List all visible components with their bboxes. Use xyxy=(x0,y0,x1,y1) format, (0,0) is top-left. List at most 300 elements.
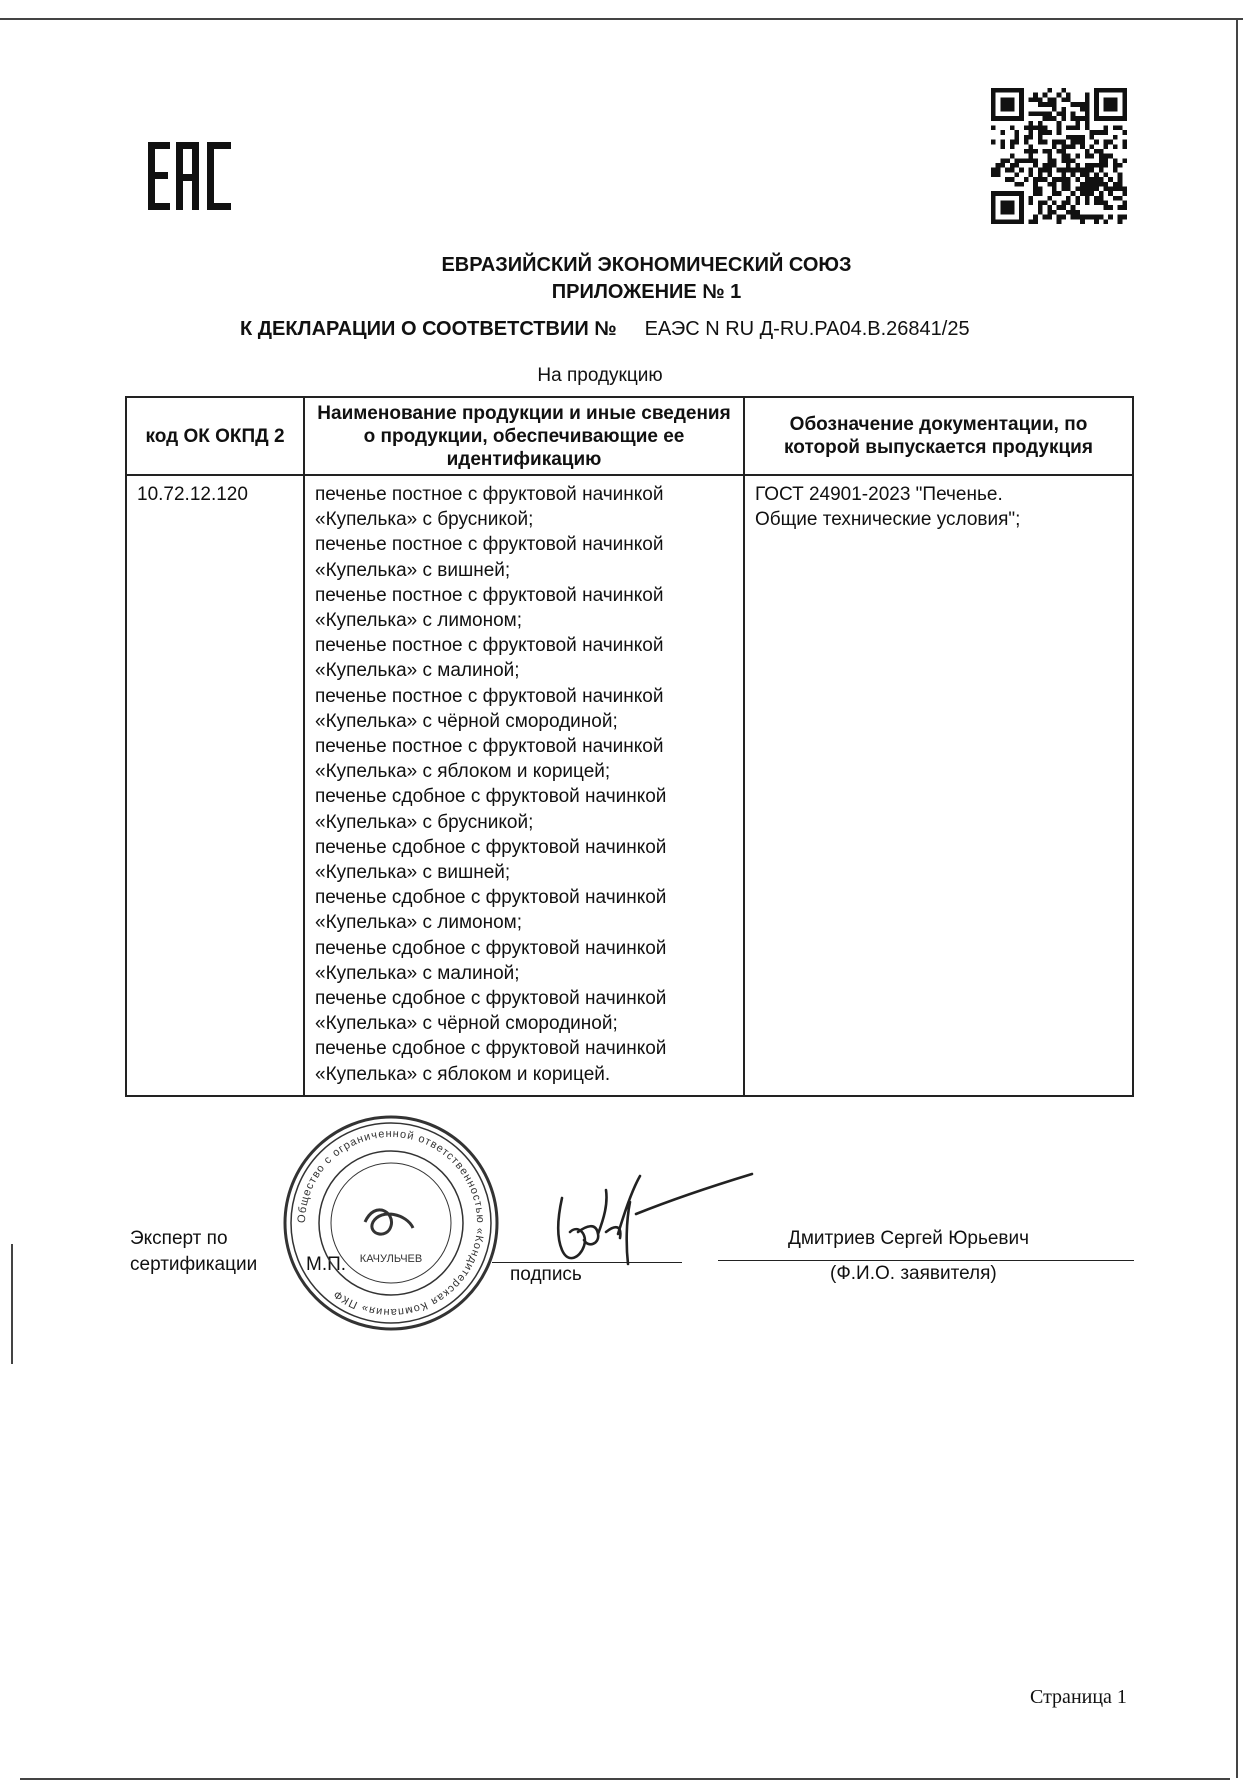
qr-module xyxy=(1071,205,1076,210)
qr-module xyxy=(1118,205,1123,210)
qr-module xyxy=(1024,135,1029,140)
qr-module xyxy=(1122,116,1127,121)
expert-label-line2: сертификации xyxy=(130,1254,258,1275)
qr-module xyxy=(1038,186,1043,191)
qr-module xyxy=(1122,102,1127,107)
qr-module xyxy=(1029,149,1034,154)
qr-module xyxy=(1038,205,1043,210)
qr-module xyxy=(1075,154,1080,159)
qr-module xyxy=(1104,186,1109,191)
qr-module xyxy=(1094,102,1099,107)
qr-module xyxy=(1061,201,1066,206)
qr-module xyxy=(1019,182,1024,187)
qr-module xyxy=(1061,158,1066,163)
qr-module xyxy=(1071,172,1076,177)
qr-module xyxy=(1118,88,1123,93)
qr-module xyxy=(1033,186,1038,191)
table-row xyxy=(126,475,1133,1096)
qr-module xyxy=(1043,93,1048,98)
qr-module xyxy=(1118,186,1123,191)
qr-module xyxy=(1057,93,1062,98)
company-seal xyxy=(280,1112,502,1334)
qr-module xyxy=(1043,116,1048,121)
qr-module xyxy=(1061,149,1066,154)
qr-module xyxy=(1108,177,1113,182)
qr-module xyxy=(1005,219,1010,224)
qr-module xyxy=(1019,88,1024,93)
qr-module xyxy=(1066,210,1071,215)
qr-module xyxy=(1052,182,1057,187)
qr-module xyxy=(1085,102,1090,107)
qr-module xyxy=(1061,88,1066,93)
qr-module xyxy=(1005,158,1010,163)
product-line: печенье постное с фруктовой начинкой xyxy=(315,635,664,657)
qr-module xyxy=(1085,196,1090,201)
qr-module xyxy=(1052,191,1057,196)
qr-module xyxy=(1099,163,1104,168)
qr-module xyxy=(1104,107,1109,112)
product-line: «Купелька» с малиной; xyxy=(315,660,520,682)
qr-module xyxy=(1005,168,1010,173)
qr-module xyxy=(1005,88,1010,93)
qr-module xyxy=(1014,172,1019,177)
qr-module xyxy=(1005,97,1010,102)
mp-label: М.П. xyxy=(306,1254,347,1275)
qr-module xyxy=(1000,210,1005,215)
qr-module xyxy=(1075,135,1080,140)
declaration-line xyxy=(240,318,970,341)
cell-products xyxy=(304,475,744,1096)
qr-module xyxy=(1052,107,1057,112)
qr-module xyxy=(1080,172,1085,177)
qr-module xyxy=(1080,215,1085,220)
qr-module xyxy=(1019,191,1024,196)
qr-module xyxy=(1122,111,1127,116)
qr-module xyxy=(1071,116,1076,121)
qr-module xyxy=(1038,168,1043,173)
qr-module xyxy=(1043,168,1048,173)
qr-module xyxy=(1047,116,1052,121)
qr-module xyxy=(1047,215,1052,220)
qr-module xyxy=(1071,191,1076,196)
qr-module xyxy=(1061,111,1066,116)
qr-module xyxy=(1075,163,1080,168)
qr-module xyxy=(1085,97,1090,102)
qr-module xyxy=(1019,111,1024,116)
qr-module xyxy=(1029,121,1034,126)
qr-module xyxy=(1108,140,1113,145)
qr-module xyxy=(1005,191,1010,196)
qr-module xyxy=(1019,102,1024,107)
qr-module xyxy=(1047,154,1052,159)
qr-module xyxy=(1047,196,1052,201)
qr-module xyxy=(1094,97,1099,102)
qr-module xyxy=(991,107,996,112)
qr-module xyxy=(1052,140,1057,145)
qr-module xyxy=(1061,182,1066,187)
qr-module xyxy=(1038,140,1043,145)
qr-module xyxy=(1113,168,1118,173)
qr-module xyxy=(1085,126,1090,131)
qr-module xyxy=(1057,191,1062,196)
qr-module xyxy=(1089,182,1094,187)
qr-module xyxy=(1094,111,1099,116)
qr-module xyxy=(1108,191,1113,196)
qr-module xyxy=(1071,135,1076,140)
qr-module xyxy=(1066,97,1071,102)
signature-label: подпись xyxy=(510,1264,582,1285)
qr-module xyxy=(1118,219,1123,224)
qr-module xyxy=(1019,210,1024,215)
qr-module xyxy=(1019,158,1024,163)
applicant-name: Дмитриев Сергей Юрьевич xyxy=(788,1228,1030,1249)
documentation-line: ГОСТ 24901-2023 "Печенье. xyxy=(755,484,1003,505)
qr-module xyxy=(1085,116,1090,121)
qr-module xyxy=(996,172,1001,177)
qr-module xyxy=(1080,116,1085,121)
qr-module xyxy=(1005,107,1010,112)
qr-module xyxy=(1019,201,1024,206)
qr-module xyxy=(1024,140,1029,145)
qr-module xyxy=(1024,149,1029,154)
qr-module xyxy=(1113,196,1118,201)
product-line: печенье постное с фруктовой начинкой xyxy=(315,584,664,606)
qr-module xyxy=(1047,172,1052,177)
qr-module xyxy=(1038,191,1043,196)
qr-module xyxy=(1047,163,1052,168)
qr-module xyxy=(1038,172,1043,177)
qr-module xyxy=(1085,163,1090,168)
qr-module xyxy=(1047,88,1052,93)
qr-module xyxy=(1075,121,1080,126)
product-line: «Купелька» с брусникой; xyxy=(315,509,534,531)
qr-module xyxy=(1094,163,1099,168)
qr-module xyxy=(1075,126,1080,131)
qr-module xyxy=(1066,186,1071,191)
qr-module xyxy=(1122,130,1127,135)
qr-module xyxy=(1033,177,1038,182)
product-line: «Купелька» с лимоном; xyxy=(315,912,522,934)
qr-module xyxy=(1061,168,1066,173)
qr-module xyxy=(1043,163,1048,168)
qr-module xyxy=(1122,144,1127,149)
qr-module xyxy=(1080,135,1085,140)
qr-module xyxy=(1010,116,1015,121)
qr-module xyxy=(1066,177,1071,182)
qr-module xyxy=(1047,97,1052,102)
qr-module xyxy=(1038,201,1043,206)
qr-module xyxy=(1094,182,1099,187)
qr-module xyxy=(1075,102,1080,107)
qr-module xyxy=(991,93,996,98)
qr-module xyxy=(1099,191,1104,196)
qr-module xyxy=(1033,163,1038,168)
qr-module xyxy=(1010,97,1015,102)
header-code: код ОК ОКПД 2 xyxy=(126,397,304,475)
qr-module xyxy=(1104,172,1109,177)
qr-module xyxy=(1066,201,1071,206)
product-line: «Купелька» с лимоном; xyxy=(315,610,522,632)
qr-module xyxy=(1014,140,1019,145)
cell-code: 10.72.12.120 xyxy=(126,475,304,1096)
qr-module xyxy=(1113,158,1118,163)
qr-module xyxy=(1113,163,1118,168)
qr-module xyxy=(1075,210,1080,215)
qr-module xyxy=(1071,168,1076,173)
qr-module xyxy=(1094,219,1099,224)
qr-module xyxy=(1118,126,1123,131)
qr-module xyxy=(1061,140,1066,145)
qr-module xyxy=(1029,130,1034,135)
appendix-title: ПРИЛОЖЕНИЕ № 1 xyxy=(551,281,742,303)
qr-module xyxy=(1099,196,1104,201)
qr-module xyxy=(1038,126,1043,131)
qr-module xyxy=(1043,130,1048,135)
qr-module xyxy=(991,201,996,206)
qr-module xyxy=(1010,177,1015,182)
qr-module xyxy=(1108,205,1113,210)
qr-module xyxy=(1071,126,1076,131)
qr-module xyxy=(1080,219,1085,224)
product-line: «Купелька» с вишней; xyxy=(315,862,511,884)
qr-module xyxy=(1089,186,1094,191)
qr-module xyxy=(1094,140,1099,145)
product-table xyxy=(125,396,1134,1097)
qr-module xyxy=(1052,158,1057,163)
qr-module xyxy=(1071,102,1076,107)
qr-module xyxy=(1085,172,1090,177)
qr-module xyxy=(1010,201,1015,206)
qr-module xyxy=(1094,177,1099,182)
product-line: «Купелька» с брусникой; xyxy=(315,811,534,833)
qr-module xyxy=(991,168,996,173)
qr-module xyxy=(1019,93,1024,98)
qr-module xyxy=(991,126,996,131)
qr-module xyxy=(1085,154,1090,159)
product-line: печенье сдобное с фруктовой начинкой xyxy=(315,937,667,959)
qr-module xyxy=(1019,215,1024,220)
qr-module xyxy=(1071,215,1076,220)
qr-module xyxy=(1024,177,1029,182)
qr-module xyxy=(1104,158,1109,163)
qr-module xyxy=(1033,215,1038,220)
qr-module xyxy=(1010,219,1015,224)
qr-module xyxy=(1057,215,1062,220)
qr-module xyxy=(1014,116,1019,121)
qr-module xyxy=(1104,205,1109,210)
qr-module xyxy=(1033,191,1038,196)
qr-module xyxy=(1033,182,1038,187)
qr-module xyxy=(1057,168,1062,173)
qr-module xyxy=(1019,107,1024,112)
qr-module xyxy=(1061,116,1066,121)
qr-module xyxy=(1066,158,1071,163)
qr-module xyxy=(1057,205,1062,210)
qr-module xyxy=(1089,191,1094,196)
qr-module xyxy=(1113,182,1118,187)
qr-module xyxy=(1038,130,1043,135)
qr-module xyxy=(1010,126,1015,131)
qr-module xyxy=(1033,97,1038,102)
qr-module xyxy=(1038,121,1043,126)
qr-module xyxy=(1057,177,1062,182)
qr-module xyxy=(1066,196,1071,201)
qr-module xyxy=(1108,88,1113,93)
seal-ring-text: Общество с ограниченной ответственностью «Кондитерская Компания» ПКФ xyxy=(295,1127,487,1319)
documentation-line: Общие технические условия"; xyxy=(755,509,1021,531)
qr-module xyxy=(991,219,996,224)
qr-module xyxy=(991,196,996,201)
qr-module xyxy=(1094,116,1099,121)
qr-code xyxy=(988,88,1130,224)
applicant-line xyxy=(718,1260,1134,1261)
qr-module xyxy=(1005,210,1010,215)
qr-module xyxy=(1108,215,1113,220)
qr-module xyxy=(1052,210,1057,215)
qr-module xyxy=(991,111,996,116)
qr-module xyxy=(991,210,996,215)
qr-module xyxy=(1014,182,1019,187)
qr-module xyxy=(1010,107,1015,112)
qr-module xyxy=(1029,97,1034,102)
qr-module xyxy=(1122,205,1127,210)
qr-module xyxy=(1029,135,1034,140)
qr-module xyxy=(1010,191,1015,196)
qr-module xyxy=(1075,168,1080,173)
product-line: печенье постное с фруктовой начинкой xyxy=(315,534,664,556)
qr-module xyxy=(1010,168,1015,173)
qr-module xyxy=(1108,102,1113,107)
scan-edge-left xyxy=(11,1244,13,1364)
qr-module xyxy=(1052,102,1057,107)
qr-module xyxy=(1010,163,1015,168)
qr-module xyxy=(1085,149,1090,154)
qr-module xyxy=(1089,135,1094,140)
qr-module xyxy=(1113,186,1118,191)
qr-module xyxy=(1019,116,1024,121)
qr-module xyxy=(1094,215,1099,220)
qr-module xyxy=(1019,97,1024,102)
qr-module xyxy=(1033,126,1038,131)
qr-module xyxy=(1071,111,1076,116)
qr-module xyxy=(1047,210,1052,215)
qr-module xyxy=(1099,182,1104,187)
qr-module xyxy=(1118,172,1123,177)
qr-module xyxy=(1122,186,1127,191)
qr-module xyxy=(1061,205,1066,210)
qr-module xyxy=(1075,186,1080,191)
qr-module xyxy=(1010,140,1015,145)
qr-module xyxy=(1014,130,1019,135)
qr-module xyxy=(1043,140,1048,145)
qr-module xyxy=(1104,140,1109,145)
qr-module xyxy=(1019,196,1024,201)
qr-module xyxy=(1099,201,1104,206)
qr-module xyxy=(991,191,996,196)
qr-module xyxy=(1080,140,1085,145)
product-line: «Купелька» с чёрной смородиной; xyxy=(315,710,618,732)
qr-module xyxy=(1122,107,1127,112)
qr-module xyxy=(991,215,996,220)
qr-module xyxy=(1029,168,1034,173)
qr-module xyxy=(1010,144,1015,149)
qr-module xyxy=(1104,163,1109,168)
qr-module xyxy=(1066,163,1071,168)
qr-module xyxy=(1085,201,1090,206)
qr-module xyxy=(1094,107,1099,112)
product-line: «Купелька» с малиной; xyxy=(315,962,520,984)
qr-module xyxy=(1094,196,1099,201)
qr-module xyxy=(1014,163,1019,168)
qr-module xyxy=(1099,149,1104,154)
qr-module xyxy=(1019,219,1024,224)
qr-module xyxy=(1122,93,1127,98)
qr-module xyxy=(1122,191,1127,196)
qr-module xyxy=(1118,177,1123,182)
handwritten-signature xyxy=(548,1162,768,1272)
seal-center-text: КАЧУЛЬЧЕВ xyxy=(359,1253,423,1265)
qr-module xyxy=(991,97,996,102)
qr-module xyxy=(1094,172,1099,177)
qr-module xyxy=(996,116,1001,121)
qr-module xyxy=(1113,97,1118,102)
qr-module xyxy=(1089,154,1094,159)
qr-module xyxy=(1104,154,1109,159)
product-line: печенье постное с фруктовой начинкой xyxy=(315,484,664,505)
cell-documentation xyxy=(744,475,1133,1096)
qr-module xyxy=(996,163,1001,168)
qr-module xyxy=(1005,201,1010,206)
qr-module xyxy=(1061,172,1066,177)
qr-module xyxy=(991,205,996,210)
qr-module xyxy=(1099,130,1104,135)
header-product-name: Наименование продукции и иные сведения о продукции, обеспечивающие ее идентификацию xyxy=(304,397,744,475)
qr-module xyxy=(1099,158,1104,163)
qr-module xyxy=(1024,158,1029,163)
declaration-number: ЕАЭС N RU Д-RU.PA04.B.26841/25 xyxy=(644,318,970,340)
qr-module xyxy=(1104,144,1109,149)
qr-module xyxy=(1000,88,1005,93)
qr-module xyxy=(1080,186,1085,191)
qr-module xyxy=(1052,201,1057,206)
qr-module xyxy=(1010,88,1015,93)
qr-module xyxy=(1047,102,1052,107)
qr-module xyxy=(1014,88,1019,93)
qr-module xyxy=(1061,97,1066,102)
eac-logo xyxy=(148,142,234,210)
qr-module xyxy=(996,168,1001,173)
product-line: печенье постное с фруктовой начинкой xyxy=(315,736,664,758)
qr-module xyxy=(1043,126,1048,131)
qr-module xyxy=(1108,107,1113,112)
product-line: печенье сдобное с фруктовой начинкой xyxy=(315,786,667,808)
qr-module xyxy=(1052,97,1057,102)
scan-edge-top xyxy=(0,18,1243,20)
qr-module xyxy=(1010,154,1015,159)
qr-module xyxy=(1104,88,1109,93)
qr-module xyxy=(1071,144,1076,149)
product-line: «Купелька» с вишней; xyxy=(315,559,511,581)
product-line: «Купелька» с яблоком и корицей; xyxy=(315,761,611,783)
qr-module xyxy=(1085,186,1090,191)
qr-module xyxy=(1075,177,1080,182)
qr-module xyxy=(1085,121,1090,126)
qr-module xyxy=(1122,97,1127,102)
qr-module xyxy=(1019,168,1024,173)
qr-module xyxy=(1113,144,1118,149)
qr-module xyxy=(1085,177,1090,182)
qr-module xyxy=(1057,111,1062,116)
